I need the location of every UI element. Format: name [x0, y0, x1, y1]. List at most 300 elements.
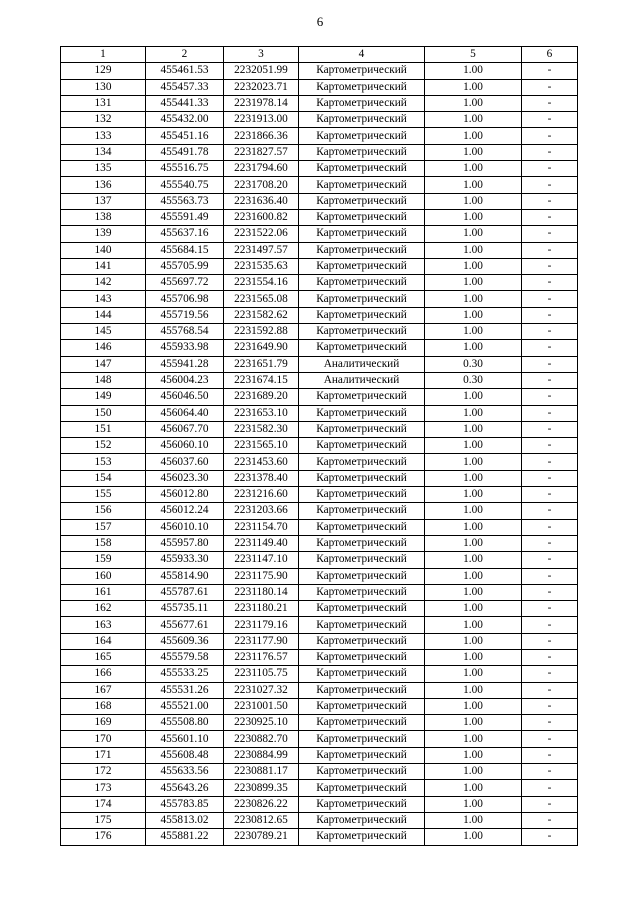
x-coordinate-cell: 455684.15: [146, 242, 224, 258]
accuracy-cell: 1.00: [425, 438, 522, 454]
y-coordinate-cell: 2231913.00: [224, 112, 299, 128]
table-row: [61, 682, 578, 698]
accuracy-cell: 1.00: [425, 601, 522, 617]
note-cell: -: [522, 356, 578, 372]
y-coordinate-cell: 2231565.10: [224, 438, 299, 454]
table-row: [61, 79, 578, 95]
table-row: [61, 633, 578, 649]
y-coordinate-cell: 2231827.57: [224, 144, 299, 160]
y-coordinate-cell: 2230882.70: [224, 731, 299, 747]
point-number-cell: 157: [61, 519, 146, 535]
note-cell: -: [522, 389, 578, 405]
method-cell: Картометрический: [299, 193, 425, 209]
method-cell: Картометрический: [299, 470, 425, 486]
y-coordinate-cell: 2231105.75: [224, 666, 299, 682]
point-number-cell: 168: [61, 698, 146, 714]
accuracy-cell: 1.00: [425, 829, 522, 845]
table-row: [61, 389, 578, 405]
x-coordinate-cell: 455508.80: [146, 715, 224, 731]
x-coordinate-cell: 455521.00: [146, 698, 224, 714]
point-number-cell: 175: [61, 812, 146, 828]
accuracy-cell: 1.00: [425, 112, 522, 128]
x-coordinate-cell: 455813.02: [146, 812, 224, 828]
column-header: 2: [146, 47, 224, 63]
table-row: [61, 177, 578, 193]
method-cell: Картометрический: [299, 112, 425, 128]
point-number-cell: 153: [61, 454, 146, 470]
note-cell: -: [522, 177, 578, 193]
method-cell: Картометрический: [299, 535, 425, 551]
point-number-cell: 131: [61, 95, 146, 111]
method-cell: Картометрический: [299, 747, 425, 763]
note-cell: -: [522, 487, 578, 503]
table-header-row: [61, 47, 578, 63]
y-coordinate-cell: 2231177.90: [224, 633, 299, 649]
point-number-cell: 142: [61, 275, 146, 291]
table-row: [61, 487, 578, 503]
note-cell: -: [522, 747, 578, 763]
method-cell: Картометрический: [299, 79, 425, 95]
point-number-cell: 152: [61, 438, 146, 454]
table-row: [61, 552, 578, 568]
point-number-cell: 133: [61, 128, 146, 144]
y-coordinate-cell: 2231179.16: [224, 617, 299, 633]
note-cell: -: [522, 95, 578, 111]
y-coordinate-cell: 2230881.17: [224, 764, 299, 780]
x-coordinate-cell: 455677.61: [146, 617, 224, 633]
y-coordinate-cell: 2231978.14: [224, 95, 299, 111]
table-row: [61, 128, 578, 144]
accuracy-cell: 1.00: [425, 568, 522, 584]
x-coordinate-cell: 455579.58: [146, 649, 224, 665]
table-row: [61, 780, 578, 796]
accuracy-cell: 1.00: [425, 209, 522, 225]
method-cell: Картометрический: [299, 144, 425, 160]
method-cell: Картометрический: [299, 780, 425, 796]
point-number-cell: 138: [61, 209, 146, 225]
table-row: [61, 340, 578, 356]
method-cell: Картометрический: [299, 829, 425, 845]
x-coordinate-cell: 455563.73: [146, 193, 224, 209]
x-coordinate-cell: 456046.50: [146, 389, 224, 405]
y-coordinate-cell: 2230789.21: [224, 829, 299, 845]
note-cell: -: [522, 324, 578, 340]
table-row: [61, 601, 578, 617]
note-cell: -: [522, 552, 578, 568]
point-number-cell: 139: [61, 226, 146, 242]
y-coordinate-cell: 2231453.60: [224, 454, 299, 470]
method-cell: Картометрический: [299, 128, 425, 144]
point-number-cell: 134: [61, 144, 146, 160]
x-coordinate-cell: 455432.00: [146, 112, 224, 128]
table-row: [61, 535, 578, 551]
x-coordinate-cell: 455814.90: [146, 568, 224, 584]
x-coordinate-cell: 456064.40: [146, 405, 224, 421]
accuracy-cell: 1.00: [425, 340, 522, 356]
x-coordinate-cell: 455540.75: [146, 177, 224, 193]
point-number-cell: 176: [61, 829, 146, 845]
method-cell: Картометрический: [299, 503, 425, 519]
accuracy-cell: 1.00: [425, 291, 522, 307]
accuracy-cell: 1.00: [425, 780, 522, 796]
note-cell: -: [522, 291, 578, 307]
table-row: [61, 193, 578, 209]
point-number-cell: 143: [61, 291, 146, 307]
method-cell: Картометрический: [299, 405, 425, 421]
method-cell: Картометрический: [299, 63, 425, 79]
note-cell: -: [522, 731, 578, 747]
x-coordinate-cell: 455633.56: [146, 764, 224, 780]
note-cell: -: [522, 405, 578, 421]
x-coordinate-cell: 455705.99: [146, 258, 224, 274]
point-number-cell: 160: [61, 568, 146, 584]
y-coordinate-cell: 2231203.66: [224, 503, 299, 519]
x-coordinate-cell: 455461.53: [146, 63, 224, 79]
table-row: [61, 649, 578, 665]
note-cell: -: [522, 829, 578, 845]
point-number-cell: 148: [61, 372, 146, 388]
column-header: 3: [224, 47, 299, 63]
y-coordinate-cell: 2232051.99: [224, 63, 299, 79]
note-cell: -: [522, 698, 578, 714]
note-cell: -: [522, 438, 578, 454]
note-cell: -: [522, 649, 578, 665]
table-row: [61, 356, 578, 372]
accuracy-cell: 1.00: [425, 764, 522, 780]
accuracy-cell: 1.00: [425, 95, 522, 111]
x-coordinate-cell: 456004.23: [146, 372, 224, 388]
y-coordinate-cell: 2231554.16: [224, 275, 299, 291]
note-cell: -: [522, 258, 578, 274]
y-coordinate-cell: 2231651.79: [224, 356, 299, 372]
accuracy-cell: 1.00: [425, 421, 522, 437]
table-row: [61, 226, 578, 242]
point-number-cell: 146: [61, 340, 146, 356]
note-cell: -: [522, 79, 578, 95]
method-cell: Картометрический: [299, 633, 425, 649]
method-cell: Картометрический: [299, 421, 425, 437]
note-cell: -: [522, 307, 578, 323]
y-coordinate-cell: 2231600.82: [224, 209, 299, 225]
point-number-cell: 144: [61, 307, 146, 323]
accuracy-cell: 1.00: [425, 275, 522, 291]
accuracy-cell: 1.00: [425, 698, 522, 714]
note-cell: -: [522, 340, 578, 356]
point-number-cell: 150: [61, 405, 146, 421]
y-coordinate-cell: 2231149.40: [224, 535, 299, 551]
x-coordinate-cell: 455451.16: [146, 128, 224, 144]
x-coordinate-cell: 455533.25: [146, 666, 224, 682]
method-cell: Картометрический: [299, 649, 425, 665]
table-row: [61, 324, 578, 340]
x-coordinate-cell: 455719.56: [146, 307, 224, 323]
note-cell: -: [522, 161, 578, 177]
point-number-cell: 161: [61, 584, 146, 600]
note-cell: -: [522, 633, 578, 649]
point-number-cell: 145: [61, 324, 146, 340]
point-number-cell: 162: [61, 601, 146, 617]
table-row: [61, 568, 578, 584]
table-row: [61, 470, 578, 486]
note-cell: -: [522, 617, 578, 633]
accuracy-cell: 1.00: [425, 324, 522, 340]
accuracy-cell: 1.00: [425, 503, 522, 519]
point-number-cell: 171: [61, 747, 146, 763]
column-header: 4: [299, 47, 425, 63]
note-cell: -: [522, 372, 578, 388]
method-cell: Картометрический: [299, 519, 425, 535]
table-row: [61, 307, 578, 323]
point-number-cell: 147: [61, 356, 146, 372]
accuracy-cell: 1.00: [425, 633, 522, 649]
method-cell: Аналитический: [299, 372, 425, 388]
point-number-cell: 167: [61, 682, 146, 698]
accuracy-cell: 1.00: [425, 796, 522, 812]
accuracy-cell: 1.00: [425, 128, 522, 144]
column-header: 6: [522, 47, 578, 63]
accuracy-cell: 1.00: [425, 649, 522, 665]
note-cell: -: [522, 144, 578, 160]
note-cell: -: [522, 682, 578, 698]
x-coordinate-cell: 455933.30: [146, 552, 224, 568]
table-row: [61, 161, 578, 177]
y-coordinate-cell: 2231582.30: [224, 421, 299, 437]
x-coordinate-cell: 455783.85: [146, 796, 224, 812]
method-cell: Картометрический: [299, 454, 425, 470]
note-cell: -: [522, 796, 578, 812]
y-coordinate-cell: 2231582.62: [224, 307, 299, 323]
accuracy-cell: 1.00: [425, 617, 522, 633]
note-cell: -: [522, 63, 578, 79]
table-row: [61, 63, 578, 79]
x-coordinate-cell: 455457.33: [146, 79, 224, 95]
table-row: [61, 454, 578, 470]
y-coordinate-cell: 2231636.40: [224, 193, 299, 209]
method-cell: Картометрический: [299, 291, 425, 307]
y-coordinate-cell: 2231535.63: [224, 258, 299, 274]
method-cell: Картометрический: [299, 438, 425, 454]
point-number-cell: 165: [61, 649, 146, 665]
accuracy-cell: 1.00: [425, 584, 522, 600]
method-cell: Картометрический: [299, 242, 425, 258]
point-number-cell: 135: [61, 161, 146, 177]
method-cell: Картометрический: [299, 161, 425, 177]
y-coordinate-cell: 2231794.60: [224, 161, 299, 177]
note-cell: -: [522, 584, 578, 600]
accuracy-cell: 1.00: [425, 193, 522, 209]
y-coordinate-cell: 2231180.14: [224, 584, 299, 600]
note-cell: -: [522, 454, 578, 470]
method-cell: Картометрический: [299, 340, 425, 356]
accuracy-cell: 1.00: [425, 470, 522, 486]
y-coordinate-cell: 2230826.22: [224, 796, 299, 812]
x-coordinate-cell: 456060.10: [146, 438, 224, 454]
note-cell: -: [522, 503, 578, 519]
method-cell: Картометрический: [299, 698, 425, 714]
table-row: [61, 796, 578, 812]
y-coordinate-cell: 2231175.90: [224, 568, 299, 584]
table-row: [61, 372, 578, 388]
accuracy-cell: 1.00: [425, 307, 522, 323]
point-number-cell: 154: [61, 470, 146, 486]
accuracy-cell: 1.00: [425, 144, 522, 160]
method-cell: Картометрический: [299, 617, 425, 633]
table-row: [61, 438, 578, 454]
table-row: [61, 503, 578, 519]
x-coordinate-cell: 455637.16: [146, 226, 224, 242]
x-coordinate-cell: 455957.80: [146, 535, 224, 551]
accuracy-cell: 1.00: [425, 812, 522, 828]
x-coordinate-cell: 455787.61: [146, 584, 224, 600]
y-coordinate-cell: 2231674.15: [224, 372, 299, 388]
note-cell: -: [522, 535, 578, 551]
table-row: [61, 421, 578, 437]
accuracy-cell: 1.00: [425, 519, 522, 535]
x-coordinate-cell: 456012.24: [146, 503, 224, 519]
point-number-cell: 166: [61, 666, 146, 682]
y-coordinate-cell: 2230899.35: [224, 780, 299, 796]
y-coordinate-cell: 2231154.70: [224, 519, 299, 535]
point-number-cell: 170: [61, 731, 146, 747]
method-cell: Картометрический: [299, 731, 425, 747]
point-number-cell: 151: [61, 421, 146, 437]
note-cell: -: [522, 780, 578, 796]
y-coordinate-cell: 2232023.71: [224, 79, 299, 95]
method-cell: Картометрический: [299, 389, 425, 405]
y-coordinate-cell: 2231378.40: [224, 470, 299, 486]
method-cell: Картометрический: [299, 226, 425, 242]
x-coordinate-cell: 455609.36: [146, 633, 224, 649]
method-cell: Картометрический: [299, 177, 425, 193]
note-cell: -: [522, 764, 578, 780]
point-number-cell: 172: [61, 764, 146, 780]
table-row: [61, 95, 578, 111]
method-cell: Картометрический: [299, 796, 425, 812]
y-coordinate-cell: 2231689.20: [224, 389, 299, 405]
accuracy-cell: 1.00: [425, 405, 522, 421]
point-number-cell: 169: [61, 715, 146, 731]
accuracy-cell: 1.00: [425, 226, 522, 242]
note-cell: -: [522, 812, 578, 828]
accuracy-cell: 1.00: [425, 242, 522, 258]
point-number-cell: 156: [61, 503, 146, 519]
accuracy-cell: 1.00: [425, 258, 522, 274]
method-cell: Картометрический: [299, 584, 425, 600]
method-cell: Картометрический: [299, 666, 425, 682]
x-coordinate-cell: 455601.10: [146, 731, 224, 747]
method-cell: Картометрический: [299, 307, 425, 323]
accuracy-cell: 1.00: [425, 177, 522, 193]
y-coordinate-cell: 2231497.57: [224, 242, 299, 258]
y-coordinate-cell: 2231147.10: [224, 552, 299, 568]
method-cell: Картометрический: [299, 258, 425, 274]
point-number-cell: 164: [61, 633, 146, 649]
x-coordinate-cell: 455591.49: [146, 209, 224, 225]
x-coordinate-cell: 456037.60: [146, 454, 224, 470]
accuracy-cell: 1.00: [425, 682, 522, 698]
table-row: [61, 209, 578, 225]
note-cell: -: [522, 128, 578, 144]
method-cell: Картометрический: [299, 275, 425, 291]
accuracy-cell: 1.00: [425, 389, 522, 405]
point-number-cell: 141: [61, 258, 146, 274]
point-number-cell: 155: [61, 487, 146, 503]
x-coordinate-cell: 455531.26: [146, 682, 224, 698]
point-number-cell: 130: [61, 79, 146, 95]
table-row: [61, 764, 578, 780]
point-number-cell: 140: [61, 242, 146, 258]
y-coordinate-cell: 2231592.88: [224, 324, 299, 340]
y-coordinate-cell: 2231866.36: [224, 128, 299, 144]
note-cell: -: [522, 601, 578, 617]
y-coordinate-cell: 2231176.57: [224, 649, 299, 665]
accuracy-cell: 1.00: [425, 715, 522, 731]
table-row: [61, 698, 578, 714]
y-coordinate-cell: 2231649.90: [224, 340, 299, 356]
accuracy-cell: 1.00: [425, 63, 522, 79]
table-row: [61, 731, 578, 747]
x-coordinate-cell: 455608.48: [146, 747, 224, 763]
method-cell: Картометрический: [299, 682, 425, 698]
method-cell: Картометрический: [299, 209, 425, 225]
method-cell: Картометрический: [299, 764, 425, 780]
table-body: [61, 63, 578, 845]
note-cell: -: [522, 519, 578, 535]
x-coordinate-cell: 455706.98: [146, 291, 224, 307]
method-cell: Картометрический: [299, 487, 425, 503]
note-cell: -: [522, 715, 578, 731]
table-row: [61, 812, 578, 828]
x-coordinate-cell: 455768.54: [146, 324, 224, 340]
coordinates-table: [60, 46, 578, 846]
table-row: [61, 829, 578, 845]
x-coordinate-cell: 455441.33: [146, 95, 224, 111]
accuracy-cell: 1.00: [425, 552, 522, 568]
x-coordinate-cell: 456010.10: [146, 519, 224, 535]
note-cell: -: [522, 666, 578, 682]
x-coordinate-cell: 456067.70: [146, 421, 224, 437]
note-cell: -: [522, 226, 578, 242]
note-cell: -: [522, 242, 578, 258]
accuracy-cell: 1.00: [425, 487, 522, 503]
method-cell: Картометрический: [299, 812, 425, 828]
accuracy-cell: 1.00: [425, 747, 522, 763]
table-row: [61, 747, 578, 763]
method-cell: Картометрический: [299, 552, 425, 568]
accuracy-cell: 1.00: [425, 454, 522, 470]
table-row: [61, 617, 578, 633]
accuracy-cell: 0.30: [425, 356, 522, 372]
x-coordinate-cell: 455941.28: [146, 356, 224, 372]
y-coordinate-cell: 2230884.99: [224, 747, 299, 763]
method-cell: Картометрический: [299, 601, 425, 617]
note-cell: -: [522, 470, 578, 486]
y-coordinate-cell: 2231565.08: [224, 291, 299, 307]
x-coordinate-cell: 455881.22: [146, 829, 224, 845]
y-coordinate-cell: 2230925.10: [224, 715, 299, 731]
method-cell: Картометрический: [299, 568, 425, 584]
x-coordinate-cell: 456023.30: [146, 470, 224, 486]
y-coordinate-cell: 2231708.20: [224, 177, 299, 193]
note-cell: -: [522, 193, 578, 209]
y-coordinate-cell: 2231522.06: [224, 226, 299, 242]
column-header: 5: [425, 47, 522, 63]
point-number-cell: 132: [61, 112, 146, 128]
point-number-cell: 149: [61, 389, 146, 405]
y-coordinate-cell: 2230812.65: [224, 812, 299, 828]
x-coordinate-cell: 455516.75: [146, 161, 224, 177]
y-coordinate-cell: 2231216.60: [224, 487, 299, 503]
